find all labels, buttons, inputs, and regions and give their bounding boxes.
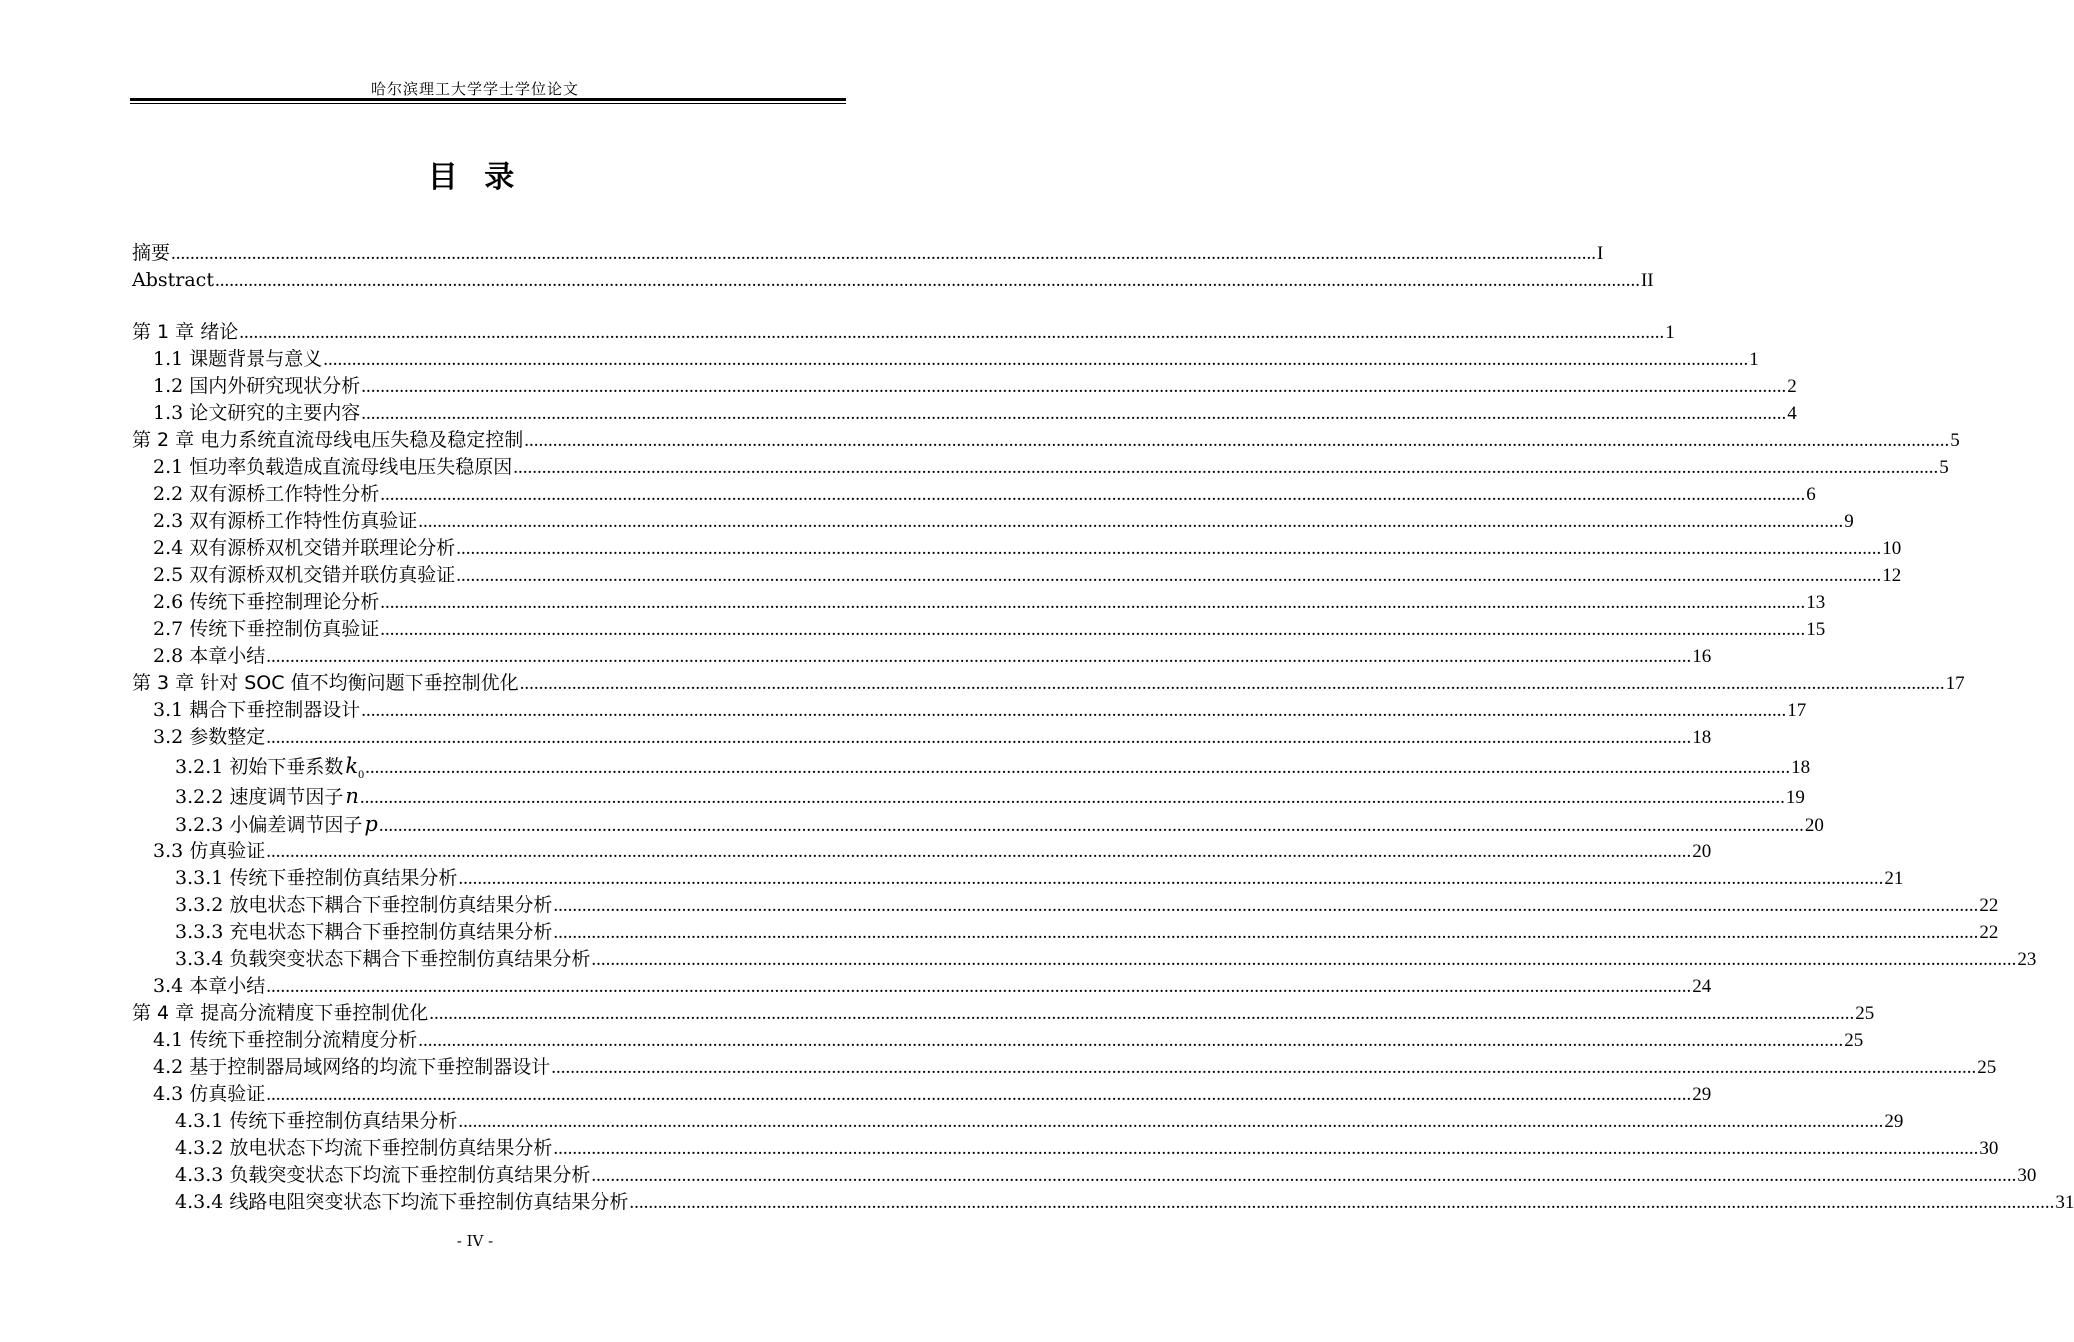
toc-entry-text: 摘要 xyxy=(132,242,171,264)
toc-entry[interactable] xyxy=(132,946,2037,973)
toc-entry-text: 2.7 传统下垂控制仿真验证 xyxy=(153,618,380,640)
toc-dot-leader: ............................................................................................................................................................................................................................................................................................................ xyxy=(524,430,1950,451)
toc-page-number: 9 xyxy=(1844,511,1854,532)
toc-page-number: 21 xyxy=(1884,868,1904,889)
toc-entry-label xyxy=(153,724,265,751)
toc-entry-label xyxy=(153,1081,265,1108)
toc-entry[interactable] xyxy=(132,535,1902,562)
toc-page-number: 18 xyxy=(1692,727,1712,748)
toc-entry[interactable] xyxy=(132,810,1824,838)
toc-dot-leader: ............................................................................................................................................................................................................................................................................................................ xyxy=(323,349,1749,370)
toc-dot-leader: ............................................................................................................................................................................................................................................................................................................ xyxy=(266,1084,1692,1105)
header-rule-thin xyxy=(130,103,846,104)
toc-entry-text: 1.2 国内外研究现状分析 xyxy=(153,375,361,397)
toc-page-number: 25 xyxy=(1844,1030,1864,1051)
toc-entry[interactable] xyxy=(132,1054,1997,1081)
toc-entry[interactable] xyxy=(132,973,1712,1000)
toc-dot-leader: ............................................................................................................................................................................................................................................................................................................ xyxy=(458,1111,1884,1132)
toc-page-number: 22 xyxy=(1979,922,1999,943)
toc-entry-text: 3.2.1 初始下垂系数 xyxy=(175,756,344,778)
toc-page-number: 17 xyxy=(1787,700,1807,721)
math-variable: p xyxy=(364,812,378,836)
toc-dot-leader: ............................................................................................................................................................................................................................................................................................................ xyxy=(361,376,1787,397)
toc-entry-label xyxy=(153,373,360,400)
toc-page-number: 30 xyxy=(1979,1138,1999,1159)
toc-entry-label xyxy=(132,427,523,454)
toc-entry-label xyxy=(175,1189,628,1216)
toc-entry[interactable] xyxy=(132,400,1797,427)
toc-entry[interactable] xyxy=(132,1189,2074,1216)
toc-page-number: 23 xyxy=(2017,949,2037,970)
toc-entry-text: 3.3.1 传统下垂控制仿真结果分析 xyxy=(175,867,458,889)
toc-entry[interactable] xyxy=(132,643,1712,670)
toc-page-number: 12 xyxy=(1882,565,1902,586)
toc-page-number: 25 xyxy=(1977,1057,1997,1078)
toc-dot-leader: ............................................................................................................................................................................................................................................................................................................ xyxy=(553,895,1979,916)
toc-entry-text: 第 1 章 绪论 xyxy=(132,321,239,343)
toc-entry-text: 3.2.3 小偏差调节因子 xyxy=(175,814,363,836)
toc-page-number: 18 xyxy=(1791,757,1811,778)
toc-dot-leader: ............................................................................................................................................................................................................................................................................................................ xyxy=(361,403,1787,424)
toc-page-number: 24 xyxy=(1692,976,1712,997)
toc-entry-text: 第 3 章 针对 SOC 值不均衡问题下垂控制优化 xyxy=(132,672,519,694)
toc-entry[interactable] xyxy=(132,481,1816,508)
toc-entry-label xyxy=(175,1135,552,1162)
toc-entry[interactable] xyxy=(132,1108,1904,1135)
toc-chapter-entry[interactable] xyxy=(132,427,1960,454)
header-rule-thick xyxy=(130,98,846,101)
toc-entry-text: 3.4 本章小结 xyxy=(153,975,266,997)
toc-entry-label xyxy=(153,697,360,724)
toc-entry-label xyxy=(153,616,379,643)
toc-entry[interactable] xyxy=(132,267,1654,294)
toc-entry-label xyxy=(132,267,214,294)
toc-page-number: 25 xyxy=(1855,1003,1875,1024)
toc-entry-text: 3.1 耦合下垂控制器设计 xyxy=(153,699,361,721)
toc-entry-text: 2.4 双有源桥双机交错并联理论分析 xyxy=(153,537,456,559)
math-variable: n xyxy=(345,784,359,808)
toc-dot-leader: ............................................................................................................................................................................................................................................................................................................ xyxy=(171,243,1597,264)
toc-entry-label xyxy=(153,1027,417,1054)
toc-page-number: 30 xyxy=(2017,1165,2037,1186)
toc-entry-label xyxy=(132,319,238,346)
toc-entry-text: 4.3.3 负载突变状态下均流下垂控制仿真结果分析 xyxy=(175,1164,591,1186)
toc-page-number: 1 xyxy=(1749,349,1759,370)
toc-entry-text: 4.3.1 传统下垂控制仿真结果分析 xyxy=(175,1110,458,1132)
toc-page-number: 5 xyxy=(1939,457,1949,478)
toc-entry-text: Abstract xyxy=(132,269,214,291)
toc-entry-text: 4.3.4 线路电阻突变状态下均流下垂控制仿真结果分析 xyxy=(175,1191,629,1213)
toc-entry[interactable] xyxy=(132,838,1712,865)
toc-entry[interactable] xyxy=(132,1162,2037,1189)
toc-entry-label xyxy=(175,1162,590,1189)
toc-entry-text: 4.2 基于控制器局域网络的均流下垂控制器设计 xyxy=(153,1056,551,1078)
toc-entry-text: 1.3 论文研究的主要内容 xyxy=(153,402,361,424)
toc-entry-label xyxy=(132,1000,428,1027)
toc-page-number: 20 xyxy=(1804,815,1824,836)
toc-entry[interactable] xyxy=(132,697,1807,724)
toc-entry-text: 2.3 双有源桥工作特性仿真验证 xyxy=(153,510,418,532)
toc-entry-text: 第 4 章 提高分流精度下垂控制优化 xyxy=(132,1002,429,1024)
toc-entry-label xyxy=(153,643,265,670)
toc-entry-text: 3.2.2 速度调节因子 xyxy=(175,786,344,808)
toc-chapter-entry[interactable] xyxy=(132,1000,1875,1027)
toc-entry-label xyxy=(153,589,379,616)
toc-entry[interactable] xyxy=(132,782,1805,810)
toc-entry-text: 3.3.4 负载突变状态下耦合下垂控制仿真结果分析 xyxy=(175,948,591,970)
toc-dot-leader: ............................................................................................................................................................................................................................................................................................................ xyxy=(266,646,1692,667)
toc-dot-leader: ............................................................................................................................................................................................................................................................................................................ xyxy=(591,949,2017,970)
toc-dot-leader: ............................................................................................................................................................................................................................................................................................................ xyxy=(380,619,1806,640)
toc-entry-text: 2.6 传统下垂控制理论分析 xyxy=(153,591,380,613)
toc-entry-label xyxy=(175,919,552,946)
toc-dot-leader: ............................................................................................................................................................................................................................................................................................................ xyxy=(418,1030,1844,1051)
toc-page-number: 6 xyxy=(1806,484,1816,505)
toc-entry[interactable] xyxy=(132,1135,1999,1162)
toc-page-number: 22 xyxy=(1979,895,1999,916)
toc-entry-label xyxy=(153,481,379,508)
toc-page-number: I xyxy=(1597,243,1604,264)
header-title: 哈尔滨理工大学学士学位论文 xyxy=(370,80,579,98)
toc-page-number: 10 xyxy=(1882,538,1902,559)
toc-dot-leader: ............................................................................................................................................................................................................................................................................................................ xyxy=(456,565,1882,586)
math-variable: k xyxy=(345,754,359,778)
toc-chapter-entry[interactable] xyxy=(132,670,1965,697)
toc-dot-leader: ............................................................................................................................................................................................................................................................................................................ xyxy=(378,815,1804,836)
toc-entry-label xyxy=(153,400,360,427)
toc-entry-label xyxy=(132,670,519,697)
toc-entry[interactable] xyxy=(132,373,1797,400)
toc-entry-label xyxy=(153,508,417,535)
toc-entry-label xyxy=(175,782,359,811)
toc-dot-leader: ............................................................................................................................................................................................................................................................................................................ xyxy=(380,592,1806,613)
toc-dot-leader: ............................................................................................................................................................................................................................................................................................................ xyxy=(359,787,1785,808)
toc-dot-leader: ............................................................................................................................................................................................................................................................................................................ xyxy=(458,868,1884,889)
toc-page-number: 1 xyxy=(1665,322,1675,343)
toc-entry-text: 2.2 双有源桥工作特性分析 xyxy=(153,483,380,505)
toc-entry-label xyxy=(153,454,512,481)
toc-dot-leader: ............................................................................................................................................................................................................................................................................................................ xyxy=(519,673,1945,694)
toc-page-number: 29 xyxy=(1884,1111,1904,1132)
toc-page-number: 19 xyxy=(1785,787,1805,808)
toc-entry-text: 2.1 恒功率负载造成直流母线电压失稳原因 xyxy=(153,456,513,478)
toc-dot-leader: ............................................................................................................................................................................................................................................................................................................ xyxy=(266,976,1692,997)
toc-entry[interactable] xyxy=(132,562,1902,589)
toc-entry-label xyxy=(153,838,265,865)
toc-entry-label xyxy=(175,810,378,839)
table-of-contents xyxy=(132,240,2074,1216)
toc-dot-leader: ............................................................................................................................................................................................................................................................................................................ xyxy=(553,922,1979,943)
math-subscript: 0 xyxy=(358,766,365,781)
toc-entry-label xyxy=(175,946,590,973)
toc-page-number: 31 xyxy=(2055,1192,2074,1213)
toc-entry[interactable] xyxy=(132,724,1712,751)
toc-chapter-entry[interactable] xyxy=(132,319,1675,346)
toc-page-number: 16 xyxy=(1692,646,1712,667)
toc-entry-label xyxy=(175,1108,457,1135)
toc-entry-label xyxy=(153,346,322,373)
toc-entry-text: 2.8 本章小结 xyxy=(153,645,266,667)
toc-dot-leader: ............................................................................................................................................................................................................................................................................................................ xyxy=(456,538,1882,559)
toc-entry-text: 第 2 章 电力系统直流母线电压失稳及稳定控制 xyxy=(132,429,524,451)
toc-entry-text: 3.3.3 充电状态下耦合下垂控制仿真结果分析 xyxy=(175,921,553,943)
toc-entry-label xyxy=(175,892,552,919)
toc-dot-leader: ............................................................................................................................................................................................................................................................................................................ xyxy=(266,727,1692,748)
toc-page-number: 13 xyxy=(1806,592,1826,613)
toc-entry-label xyxy=(153,1054,550,1081)
toc-dot-leader: ............................................................................................................................................................................................................................................................................................................ xyxy=(513,457,1939,478)
toc-entry[interactable] xyxy=(132,1027,1864,1054)
toc-page-number: 2 xyxy=(1787,376,1797,397)
toc-entry[interactable] xyxy=(132,1081,1712,1108)
toc-page-number: 29 xyxy=(1692,1084,1712,1105)
toc-page-number: II xyxy=(1640,270,1654,291)
toc-entry-text: 3.3 仿真验证 xyxy=(153,840,266,862)
toc-page-number: 5 xyxy=(1950,430,1960,451)
toc-entry-text: 2.5 双有源桥双机交错并联仿真验证 xyxy=(153,564,456,586)
toc-page-number: 4 xyxy=(1787,403,1797,424)
toc-dot-leader: ............................................................................................................................................................................................................................................................................................................ xyxy=(553,1138,1979,1159)
toc-dot-leader: ............................................................................................................................................................................................................................................................................................................ xyxy=(629,1192,2055,1213)
toc-entry-label xyxy=(175,865,457,892)
toc-page-number: 17 xyxy=(1945,673,1965,694)
toc-entry-text: 1.1 课题背景与意义 xyxy=(153,348,323,370)
toc-dot-leader: ............................................................................................................................................................................................................................................................................................................ xyxy=(418,511,1844,532)
toc-entry-text: 3.2 参数整定 xyxy=(153,726,266,748)
toc-dot-leader: ............................................................................................................................................................................................................................................................................................................ xyxy=(214,270,1640,291)
toc-entry-text: 4.3.2 放电状态下均流下垂控制仿真结果分析 xyxy=(175,1137,553,1159)
toc-entry-label xyxy=(132,240,170,267)
toc-entry[interactable] xyxy=(132,919,1999,946)
page-number: - IV - xyxy=(456,1232,494,1250)
toc-page-number: 15 xyxy=(1806,619,1826,640)
toc-entry-label xyxy=(153,562,455,589)
toc-entry[interactable] xyxy=(132,508,1854,535)
toc-entry-text: 4.1 传统下垂控制分流精度分析 xyxy=(153,1029,418,1051)
toc-entry-label xyxy=(153,535,455,562)
toc-entry-label xyxy=(153,973,265,1000)
toc-entry[interactable] xyxy=(132,865,1904,892)
toc-dot-leader: ............................................................................................................................................................................................................................................................................................................ xyxy=(591,1165,2017,1186)
toc-entry[interactable] xyxy=(132,240,1604,267)
toc-entry-text: 4.3 仿真验证 xyxy=(153,1083,266,1105)
toc-dot-leader: ............................................................................................................................................................................................................................................................................................................ xyxy=(266,841,1692,862)
toc-dot-leader: ............................................................................................................................................................................................................................................................................................................ xyxy=(429,1003,1855,1024)
toc-entry[interactable] xyxy=(132,616,1826,643)
page-title: 目 录 xyxy=(427,160,523,195)
toc-entry[interactable] xyxy=(132,589,1826,616)
toc-page-number: 20 xyxy=(1692,841,1712,862)
toc-entry[interactable] xyxy=(132,892,1999,919)
toc-entry-text: 3.3.2 放电状态下耦合下垂控制仿真结果分析 xyxy=(175,894,553,916)
toc-entry[interactable] xyxy=(132,454,1949,481)
toc-dot-leader: ............................................................................................................................................................................................................................................................................................................ xyxy=(361,700,1787,721)
toc-dot-leader: ............................................................................................................................................................................................................................................................................................................ xyxy=(551,1057,1977,1078)
toc-dot-leader: ............................................................................................................................................................................................................................................................................................................ xyxy=(239,322,1665,343)
toc-entry[interactable] xyxy=(132,346,1759,373)
toc-dot-leader: ............................................................................................................................................................................................................................................................................................................ xyxy=(365,757,1791,778)
toc-dot-leader: ............................................................................................................................................................................................................................................................................................................ xyxy=(380,484,1806,505)
toc-entry[interactable] xyxy=(132,751,1811,782)
